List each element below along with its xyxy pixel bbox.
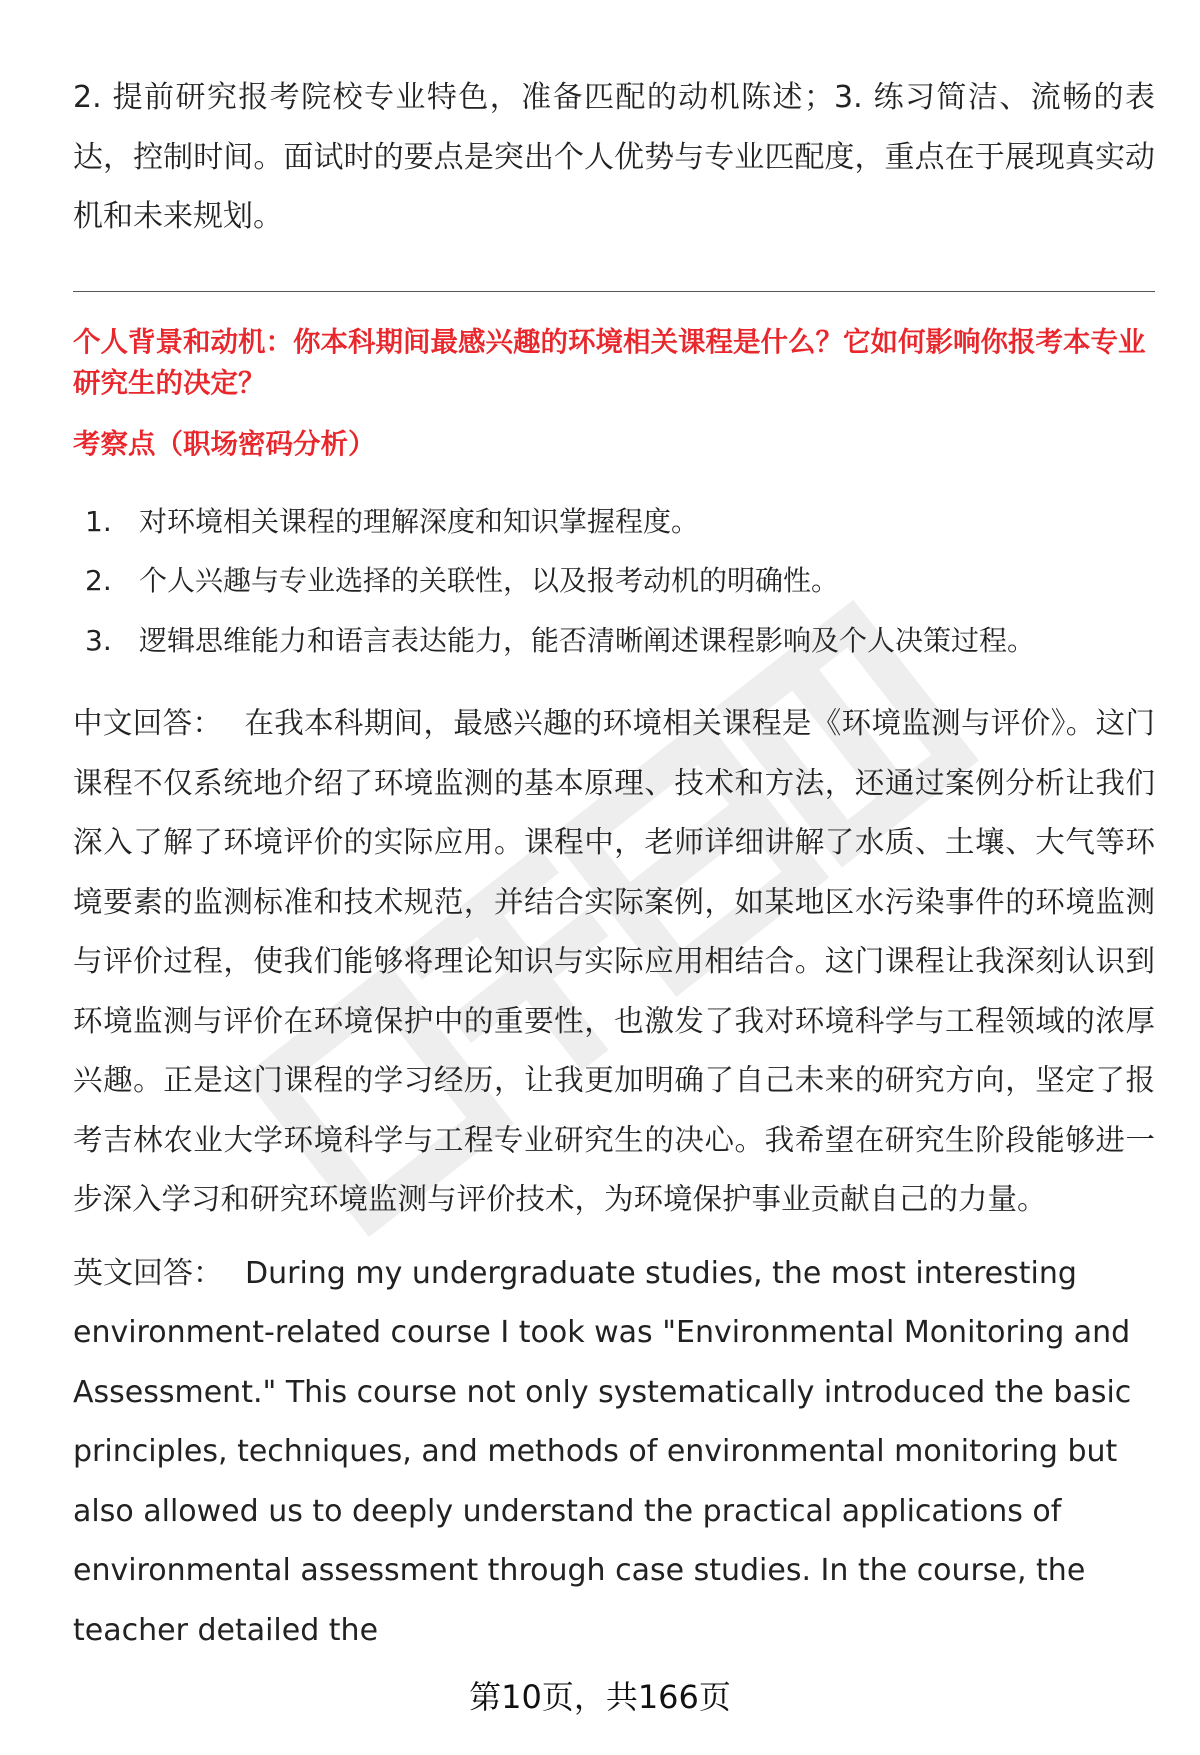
list-item	[73, 492, 1155, 552]
chinese-answer	[73, 694, 1155, 1230]
list-text: 逻辑思维能力和语言表达能力，能否清晰阐述课程影响及个人决策过程。	[139, 623, 1036, 657]
assessment-list	[73, 492, 1155, 671]
english-answer-label: 英文回答：	[73, 1255, 223, 1291]
list-item	[73, 551, 1155, 611]
intro-paragraph: 2. 提前研究报考院校专业特色，准备匹配的动机陈述；3. 练习简洁、流畅的表达，控制时间。面试时的要点是突出个人优势与专业匹配度，重点在于展现真实动机和未来规划。	[73, 80, 1155, 234]
document-page	[73, 68, 1155, 1674]
english-answer	[73, 1244, 1155, 1661]
chinese-answer-label: 中文回答：	[73, 706, 223, 740]
page-number: 第10页，共166页	[469, 1678, 731, 1716]
list-number: 2.	[85, 564, 112, 597]
chinese-answer-text: 在我本科期间，最感兴趣的环境相关课程是《环境监测与评价》。这门课程不仅系统地介绍了环境监测的基本原理、技术和方法，还通过案例分析让我们深入了解了环境评价的实际应用。课程中，老师详细讲解了水质、土壤、大气等环境要素的监测标准和技术规范，并结合实际案例，如某地区水污染事件的环境监测与评价过程，使我们能够将理论知识与实际应用相结合。这门课程让我深刻认识到环境监测与评价在环境保护中的重要性，也激发了我对环境科学与工程领域的浓厚兴趣。正是这门课程的学习经历，让我更加明确了自己未来的研究方向，坚定了报考吉林农业大学环境科学与工程专业研究生的决心。我希望在研究生阶段能够进一步深入学习和研究环境监测与评价技术，为环境保护事业贡献自己的力量。	[73, 706, 1155, 1216]
question-title: 个人背景和动机：你本科期间最感兴趣的环境相关课程是什么？它如何影响你报考本专业研究生的决定？	[73, 325, 1146, 399]
list-item	[73, 611, 1155, 671]
section-divider	[73, 291, 1155, 292]
list-text: 对环境相关课程的理解深度和知识掌握程度。	[139, 504, 700, 538]
english-answer-text: During my undergraduate studies, the most interesting environment-related course I took was "Environmental Monitoring and Assessment." This course not only systematically introduced the basic principles, techniques, and methods of environmental monitoring but also allowed us to deeply understand the practical applications of environmental assessment through case studies. In the course, the teacher detailed the	[73, 1255, 1132, 1648]
list-number: 1.	[85, 504, 112, 538]
list-number: 3.	[85, 623, 112, 657]
list-text: 个人兴趣与专业选择的关联性，以及报考动机的明确性。	[139, 564, 840, 597]
assessment-heading: 考察点（职场密码分析）	[73, 427, 376, 460]
